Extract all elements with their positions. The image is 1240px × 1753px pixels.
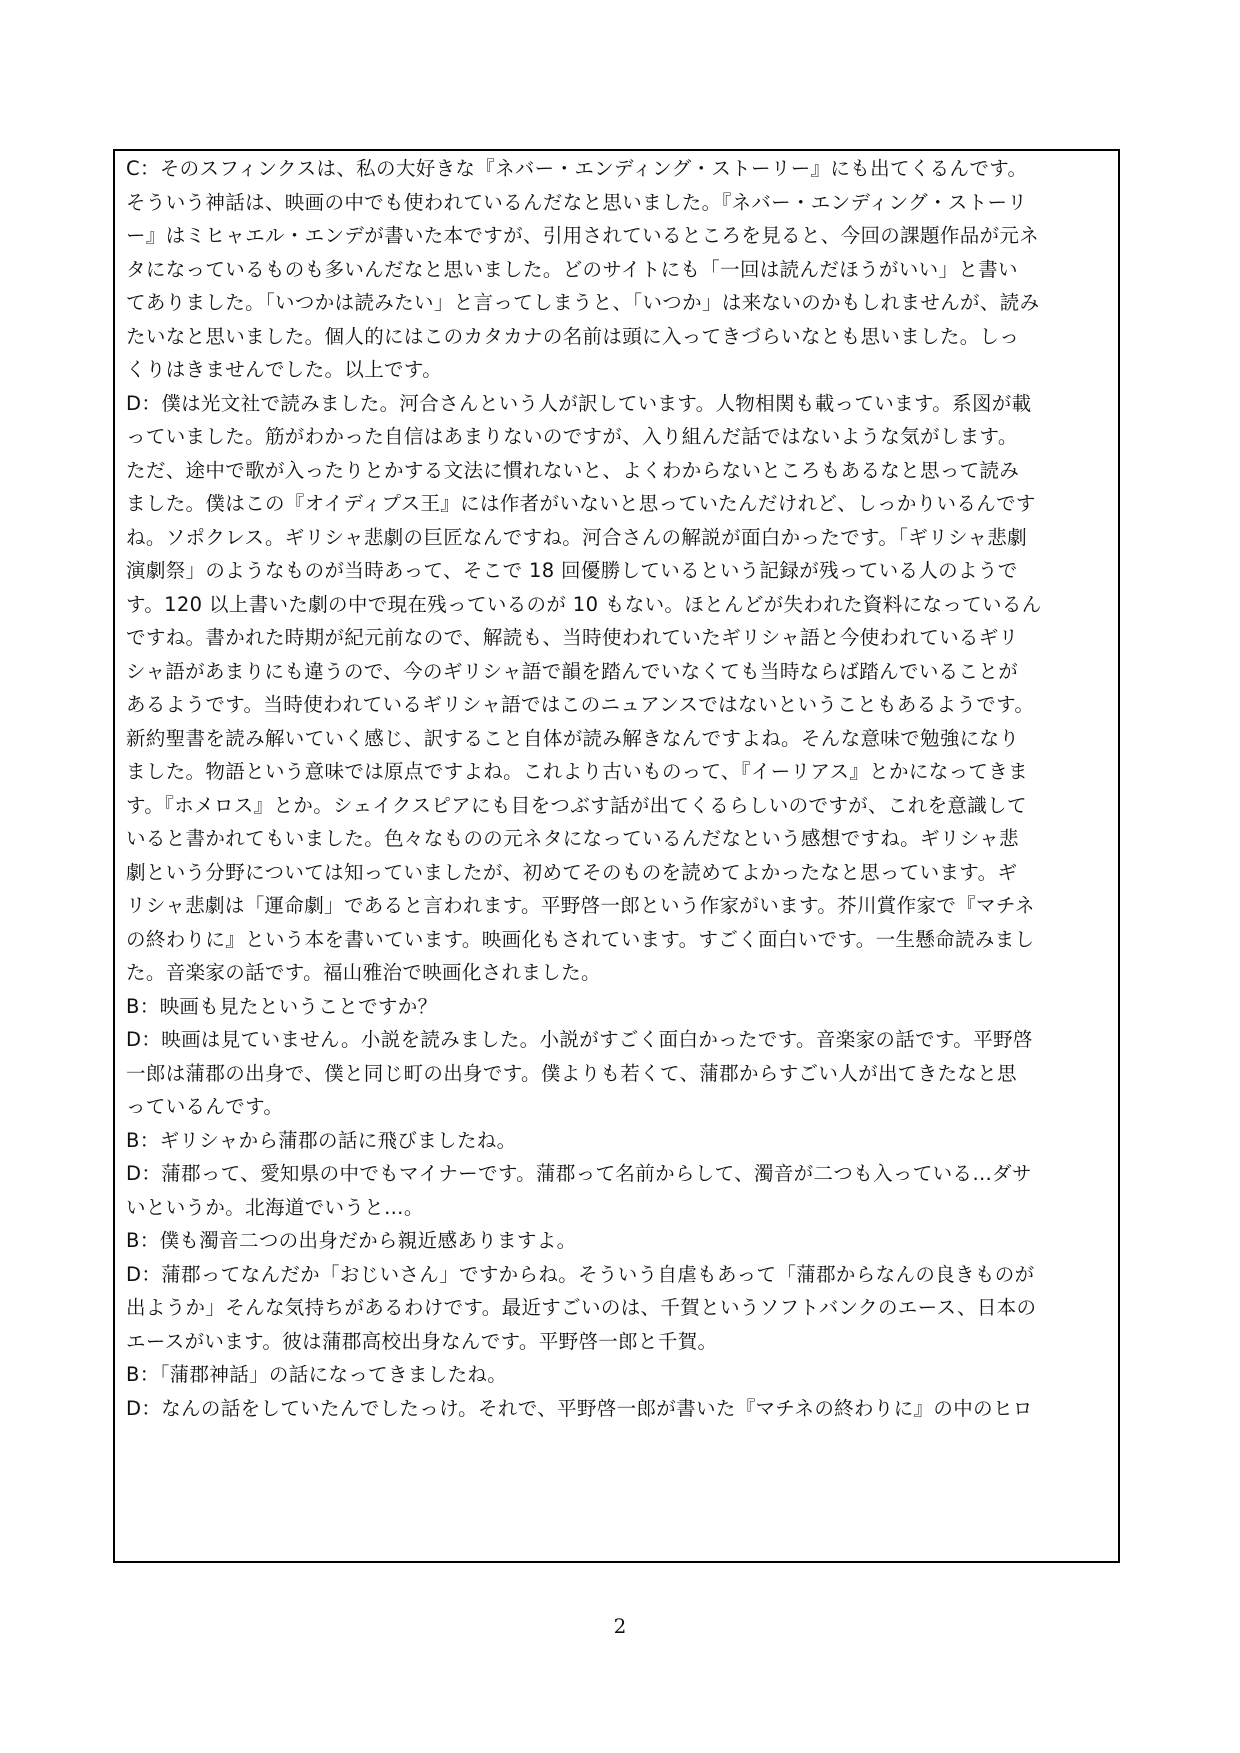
transcript-line: す。『ホメロス』とか。シェイクスピアにも目をつぶす話が出てくるらしいのですが、これを意識して xyxy=(126,793,1027,817)
transcript-line: ただ、途中で歌が入ったりとかする文法に慣れないと、よくわからないところもあるなと思って読み xyxy=(126,458,1020,482)
transcript-line: の終わりに』という本を書いています。映画化もされています。すごく面白いです。一生懸命読みまし xyxy=(126,927,1035,951)
transcript-line: ー』はミヒャエル・エンデが書いた本ですが、引用されているところを見ると、今回の課題作品が元ネ xyxy=(126,224,1040,247)
transcript-line: 演劇祭」のようなものが当時あって、そこで 18 回優勝しているという記録が残っている人のようで xyxy=(126,559,1018,582)
transcript-line: ました。僕はこの『オイディプス王』には作者がいないと思っていたんだけれど、しっかりいるんです xyxy=(126,492,1036,515)
transcript-line: す。120 以上書いた劇の中で現在残っているのが 10 もない。ほとんどが失われた資料になっているん xyxy=(126,592,1042,616)
transcript-line: 出ようか」そんな気持ちがあるわけです。最近すごいのは、千賀というソフトバンクのエース、日本の xyxy=(126,1296,1037,1319)
transcript-line: 一郎は蒲郡の出身で、僕と同じ町の出身です。僕よりも若くて、蒲郡からすごい人が出てきたなと思 xyxy=(126,1061,1017,1085)
transcript-line: ね。ソポクレス。ギリシャ悲劇の巨匠なんですね。河合さんの解説が面白かったです。「ギリシャ悲劇 xyxy=(126,525,1028,549)
transcript-line: 新約聖書を読み解いていく感じ、訳すること自体が読み解きなんですよね。そんな意味で勉強になり xyxy=(126,726,1020,750)
page-number: 2 xyxy=(613,1614,627,1638)
transcript-line: たいなと思いました。個人的にはこのカタカナの名前は頭に入ってきづらいなとも思いました。しっ xyxy=(126,324,1020,348)
transcript-line: D：僕は光文社で読みました。河合さんという人が訳しています。人物相関も載っています。系図が載 xyxy=(126,391,1032,415)
transcript-line: タになっているものも多いんだなと思いました。どのサイトにも「一回は読んだほうがいい」と書い xyxy=(126,257,1018,281)
transcript-line: B：映画も見たということですか？ xyxy=(126,994,438,1018)
transcript-line: そういう神話は、映画の中でも使われているんだなと思いました。『ネバー・エンディング・ストーリ xyxy=(126,190,1028,214)
transcript-line: エースがいます。彼は蒲郡高校出身なんです。平野啓一郎と千賀。 xyxy=(126,1329,718,1353)
transcript-line: D：蒲郡ってなんだか「おじいさん」ですからね。そういう自虐もあって「蒲郡からなんの良きものが xyxy=(126,1262,1035,1286)
transcript-line: C：そのスフィンクスは、私の大好きな『ネバー・エンディング・ストーリー』にも出てくるんです。 xyxy=(126,157,1028,180)
transcript-line: 劇という分野については知っていましたが、初めてそのものを読めてよかったなと思っています。ギ xyxy=(126,860,1018,884)
transcript-line: B：「蒲郡神話」の話になってきましたね。 xyxy=(126,1363,508,1386)
transcript-line: D：映画は見ていません。小説を読みました。小説がすごく面白かったです。音楽家の話です。平野啓 xyxy=(126,1028,1033,1051)
transcript-line: っていました。筋がわかった自信はあまりないのですが、入り組んだ話ではないような気がします。 xyxy=(126,425,1018,448)
transcript-line: リシャ悲劇は「運命劇」であると言われます。平野啓一郎という作家がいます。芥川賞作家で『マチネ xyxy=(126,894,1035,917)
transcript-line: いると書かれてもいました。色々なものの元ネタになっているんだなという感想ですね。ギリシャ悲 xyxy=(126,827,1019,850)
transcript-line: てありました。「いつかは読みたい」と言ってしまうと、「いつか」は来ないのかもしれませんが、読み xyxy=(126,291,1040,314)
transcript-line: あるようです。当時使われているギリシャ語ではこのニュアンスではないということもあるようです。 xyxy=(126,693,1035,716)
transcript-line: っているんです。 xyxy=(126,1095,284,1118)
transcript-line: くりはきませんでした。以上です。 xyxy=(126,358,443,381)
transcript-line: D：蒲郡って、愛知県の中でもマイナーです。蒲郡って名前からして、濁音が二つも入っている…ダサ xyxy=(126,1162,1032,1185)
transcript-line: た。音楽家の話です。福山雅治で映画化されました。 xyxy=(126,961,601,984)
transcript-line: いというか。北海道でいうと…。 xyxy=(126,1195,424,1219)
transcript-line: B：僕も濁音二つの出身だから親近感ありますよ。 xyxy=(126,1229,577,1252)
transcript-line: D：なんの話をしていたんでしたっけ。それで、平野啓一郎が書いた『マチネの終わりに』の中のヒロ xyxy=(126,1396,1033,1420)
transcript-box xyxy=(113,149,1120,1563)
transcript-line: ました。物語という意味では原点ですよね。これより古いものって、『イーリアス』とかになってきま xyxy=(126,760,1028,783)
transcript-line: シャ語があまりにも違うので、今のギリシャ語で韻を踏んでいなくても当時ならば踏んでいることが xyxy=(126,659,1019,683)
transcript-line: B：ギリシャから蒲郡の話に飛びましたね。 xyxy=(126,1128,517,1152)
transcript-line: ですね。書かれた時期が紀元前なので、解読も、当時使われていたギリシャ語と今使われているギリ xyxy=(126,626,1019,649)
